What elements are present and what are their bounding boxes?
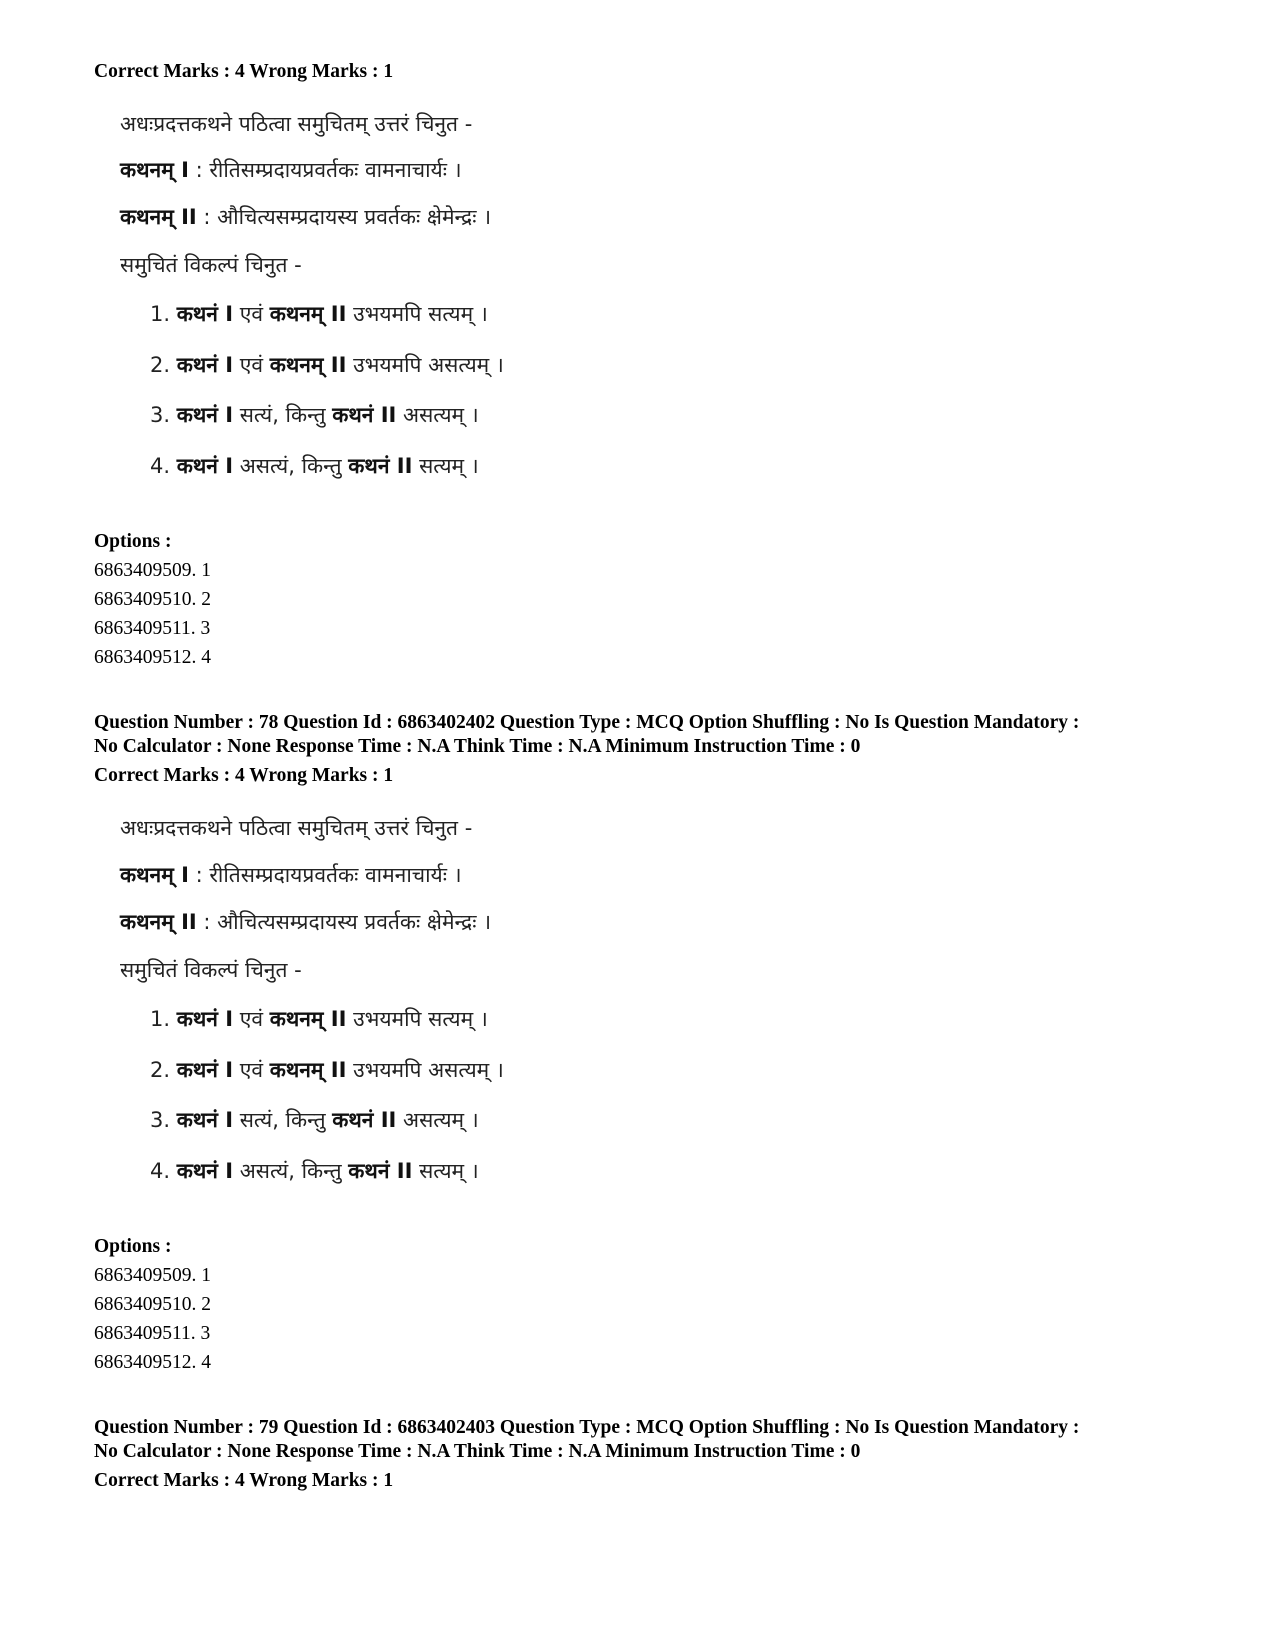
statement-1-label: कथनम् I	[120, 863, 189, 887]
choice-text: एवं	[233, 353, 270, 377]
choice-3	[150, 400, 479, 430]
choice-bold: कथनं I	[176, 1007, 234, 1031]
question-header: No Calculator : None Response Time : N.A Think Time : N.A Minimum Instruction Time : 0	[94, 736, 861, 757]
statement-1	[120, 155, 462, 185]
choice-bold: कथनं I	[176, 353, 234, 377]
select-prompt: समुचितं विकल्पं चिनुत -	[120, 253, 302, 277]
choice-number: 4.	[150, 1159, 177, 1183]
statement-1-label: कथनम् I	[120, 158, 189, 182]
choice-number: 4.	[150, 454, 177, 478]
choice-text: असत्यं, किन्तु	[233, 454, 349, 478]
choice-bold: कथनं II	[332, 403, 397, 427]
marks-line: Correct Marks : 4 Wrong Marks : 1	[94, 765, 394, 786]
question-header: Question Number : 78 Question Id : 6863402402 Question Type : MCQ Option Shuffling : No Is Question Mandatory :	[94, 712, 1080, 733]
choice-text: उभयमपि सत्यम् ।	[346, 302, 488, 326]
choice-text: सत्यं, किन्तु	[233, 1108, 333, 1132]
choice-bold: कथनम् II	[269, 302, 347, 326]
choice-bold: कथनं II	[348, 454, 413, 478]
statement-2-label: कथनम् II	[120, 910, 197, 934]
choice-bold: कथनम् II	[269, 1007, 347, 1031]
choice-text: एवं	[233, 1007, 270, 1031]
choice-2	[150, 1055, 504, 1085]
option-item: 6863409511. 3	[94, 618, 211, 639]
choice-bold: कथनं I	[176, 403, 234, 427]
option-item: 6863409510. 2	[94, 1294, 211, 1315]
choice-bold: कथनं I	[176, 1108, 234, 1132]
statement-2-label: कथनम् II	[120, 205, 197, 229]
select-prompt: समुचितं विकल्पं चिनुत -	[120, 958, 302, 982]
choice-text: एवं	[233, 1058, 270, 1082]
choice-1	[150, 299, 488, 329]
choice-4	[150, 451, 479, 481]
choice-3	[150, 1105, 479, 1135]
statement-2	[120, 907, 491, 937]
choice-bold: कथनं II	[348, 1159, 413, 1183]
choice-text: उभयमपि सत्यम् ।	[346, 1007, 488, 1031]
choice-number: 1.	[150, 1007, 177, 1031]
choice-text: उभयमपि असत्यम् ।	[346, 353, 504, 377]
instruction-text: अधःप्रदत्तकथने पठित्वा समुचितम् उत्तरं चिनुत -	[120, 816, 473, 840]
choice-text: उभयमपि असत्यम् ।	[346, 1058, 504, 1082]
choice-number: 2.	[150, 1058, 177, 1082]
choice-number: 3.	[150, 403, 177, 427]
choice-bold: कथनं I	[176, 1058, 234, 1082]
statement-2-text: : औचित्यसम्प्रदायस्य प्रवर्तकः क्षेमेन्द्रः ।	[196, 205, 492, 229]
choice-number: 3.	[150, 1108, 177, 1132]
choice-text: असत्यम् ।	[396, 1108, 479, 1132]
choice-bold: कथनं II	[332, 1108, 397, 1132]
statement-1-text: : रीतिसम्प्रदायप्रवर्तकः वामनाचार्यः ।	[188, 863, 462, 887]
choice-2	[150, 350, 504, 380]
question-header: No Calculator : None Response Time : N.A Think Time : N.A Minimum Instruction Time : 0	[94, 1441, 861, 1462]
options-label: Options :	[94, 531, 172, 552]
marks-line: Correct Marks : 4 Wrong Marks : 1	[94, 61, 394, 82]
choice-bold: कथनम् II	[269, 1058, 347, 1082]
statement-1	[120, 860, 462, 890]
marks-line: Correct Marks : 4 Wrong Marks : 1	[94, 1470, 394, 1491]
choice-4	[150, 1156, 479, 1186]
choice-number: 2.	[150, 353, 177, 377]
choice-text: असत्यम् ।	[396, 403, 479, 427]
choice-bold: कथनं I	[176, 302, 234, 326]
instruction-text: अधःप्रदत्तकथने पठित्वा समुचितम् उत्तरं चिनुत -	[120, 112, 473, 136]
option-item: 6863409510. 2	[94, 589, 211, 610]
choice-bold: कथनम् II	[269, 353, 347, 377]
choice-bold: कथनं I	[176, 454, 234, 478]
choice-text: एवं	[233, 302, 270, 326]
statement-2-text: : औचित्यसम्प्रदायस्य प्रवर्तकः क्षेमेन्द्रः ।	[196, 910, 492, 934]
option-item: 6863409511. 3	[94, 1323, 211, 1344]
question-header: Question Number : 79 Question Id : 6863402403 Question Type : MCQ Option Shuffling : No Is Question Mandatory :	[94, 1417, 1080, 1438]
option-item: 6863409512. 4	[94, 1352, 211, 1373]
choice-text: असत्यं, किन्तु	[233, 1159, 349, 1183]
choice-number: 1.	[150, 302, 177, 326]
choice-text: सत्यं, किन्तु	[233, 403, 333, 427]
options-label: Options :	[94, 1236, 172, 1257]
choice-bold: कथनं I	[176, 1159, 234, 1183]
choice-text: सत्यम् ।	[412, 1159, 479, 1183]
option-item: 6863409509. 1	[94, 560, 211, 581]
option-item: 6863409512. 4	[94, 647, 211, 668]
choice-1	[150, 1004, 488, 1034]
statement-2	[120, 202, 491, 232]
choice-text: सत्यम् ।	[412, 454, 479, 478]
statement-1-text: : रीतिसम्प्रदायप्रवर्तकः वामनाचार्यः ।	[188, 158, 462, 182]
option-item: 6863409509. 1	[94, 1265, 211, 1286]
